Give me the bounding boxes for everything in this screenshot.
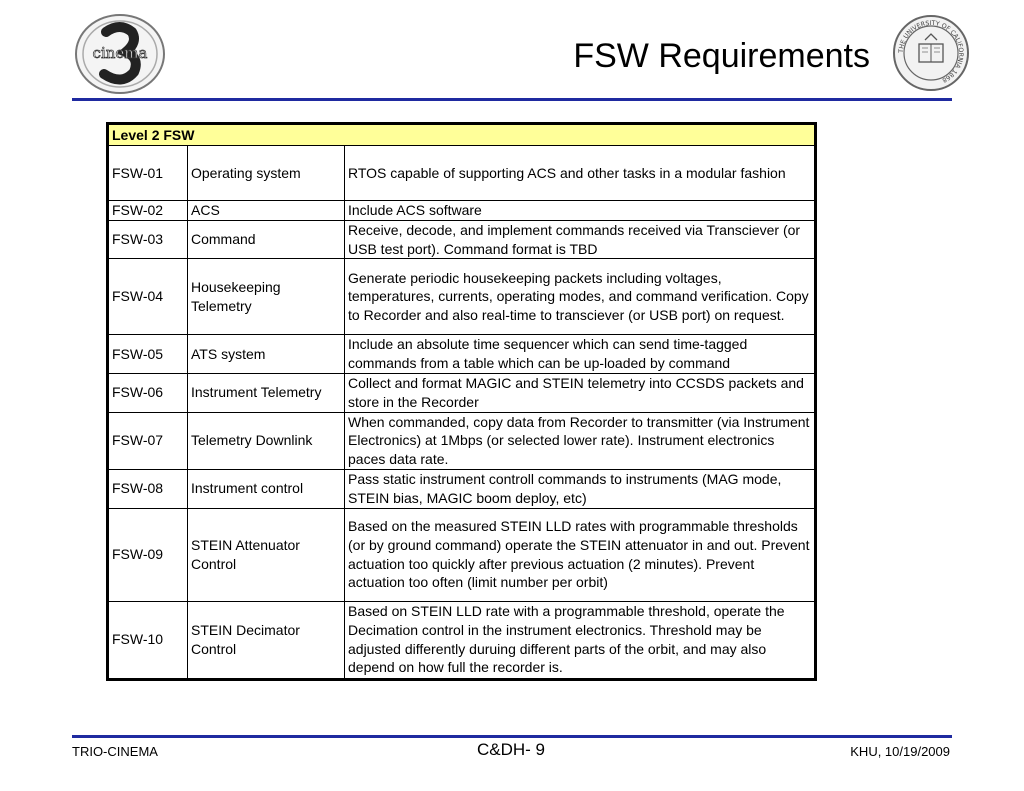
requirement-description: RTOS capable of supporting ACS and other tasks in a modular fashion [345,146,816,201]
requirement-name: STEIN Attenuator Control [188,508,345,601]
requirement-id: FSW-10 [108,601,188,679]
requirement-description: Generate periodic housekeeping packets including voltages, temperatures, currents, operating modes, and command verification. Copy to Recorder and also real-time to transciever (or USB port) on request. [345,259,816,335]
requirements-table [106,122,817,681]
requirement-description: Based on the measured STEIN LLD rates with programmable thresholds (or by ground command) operate the STEIN attenuator in and out. Prevent actuation too quickly after previous actuation (2 minutes). Prevent actuation too often (limit number per orbit) [345,508,816,601]
requirement-description: Based on STEIN LLD rate with a programmable threshold, operate the Decimation control in the instrument electronics. Threshold may be adjusted differently duruing different parts of the orbit, and may also depend on how full the recorder is. [345,601,816,679]
header-divider [72,98,952,101]
requirement-id: FSW-02 [108,201,188,221]
footer-divider [72,735,952,738]
table-row [108,201,816,221]
requirement-description: Pass static instrument controll commands to instruments (MAG mode, STEIN bias, MAGIC boom deploy, etc) [345,469,816,508]
requirement-id: FSW-06 [108,373,188,412]
page-title: FSW Requirements [573,37,870,75]
table-row [108,469,816,508]
table-title: Level 2 FSW [108,124,816,146]
table-header-row [108,124,816,146]
requirement-description: Receive, decode, and implement commands received via Transciever (or USB test port). Command format is TBD [345,220,816,259]
requirement-id: FSW-04 [108,259,188,335]
table-row [108,412,816,469]
requirement-id: FSW-01 [108,146,188,201]
cinema-logo-text: cinema [92,44,148,62]
table-row [108,373,816,412]
requirement-name: Command [188,220,345,259]
university-seal-icon [892,14,970,92]
requirement-id: FSW-05 [108,335,188,374]
cinema-logo-icon [72,12,168,96]
footer-date: KHU, 10/19/2009 [850,744,950,759]
requirement-description: Include an absolute time sequencer which can send time-tagged commands from a table which can be up-loaded by command [345,335,816,374]
requirement-name: Telemetry Downlink [188,412,345,469]
table-row [108,220,816,259]
requirement-name: Operating system [188,146,345,201]
footer-page-number: C&DH- 9 [477,740,546,759]
requirement-name: Instrument control [188,469,345,508]
requirement-id: FSW-03 [108,220,188,259]
table-row [108,259,816,335]
requirement-id: FSW-08 [108,469,188,508]
requirement-name: STEIN Decimator Control [188,601,345,679]
table-row [108,601,816,679]
requirement-name: Instrument Telemetry [188,373,345,412]
requirement-description: When commanded, copy data from Recorder to transmitter (via Instrument Electronics) at 1Mbps (or selected lower rate). Instrument electronics paces data rate. [345,412,816,469]
requirement-name: ACS [188,201,345,221]
table-row [108,146,816,201]
requirement-description: Collect and format MAGIC and STEIN telemetry into CCSDS packets and store in the Recorder [345,373,816,412]
seal-text: THE UNIVERSITY OF CALIFORNIA 1868 [897,19,965,84]
table-row [108,335,816,374]
requirement-id: FSW-07 [108,412,188,469]
requirement-name: Housekeeping Telemetry [188,259,345,335]
table-row [108,508,816,601]
requirement-id: FSW-09 [108,508,188,601]
requirement-description: Include ACS software [345,201,816,221]
requirement-name: ATS system [188,335,345,374]
footer-project: TRIO-CINEMA [72,744,158,759]
